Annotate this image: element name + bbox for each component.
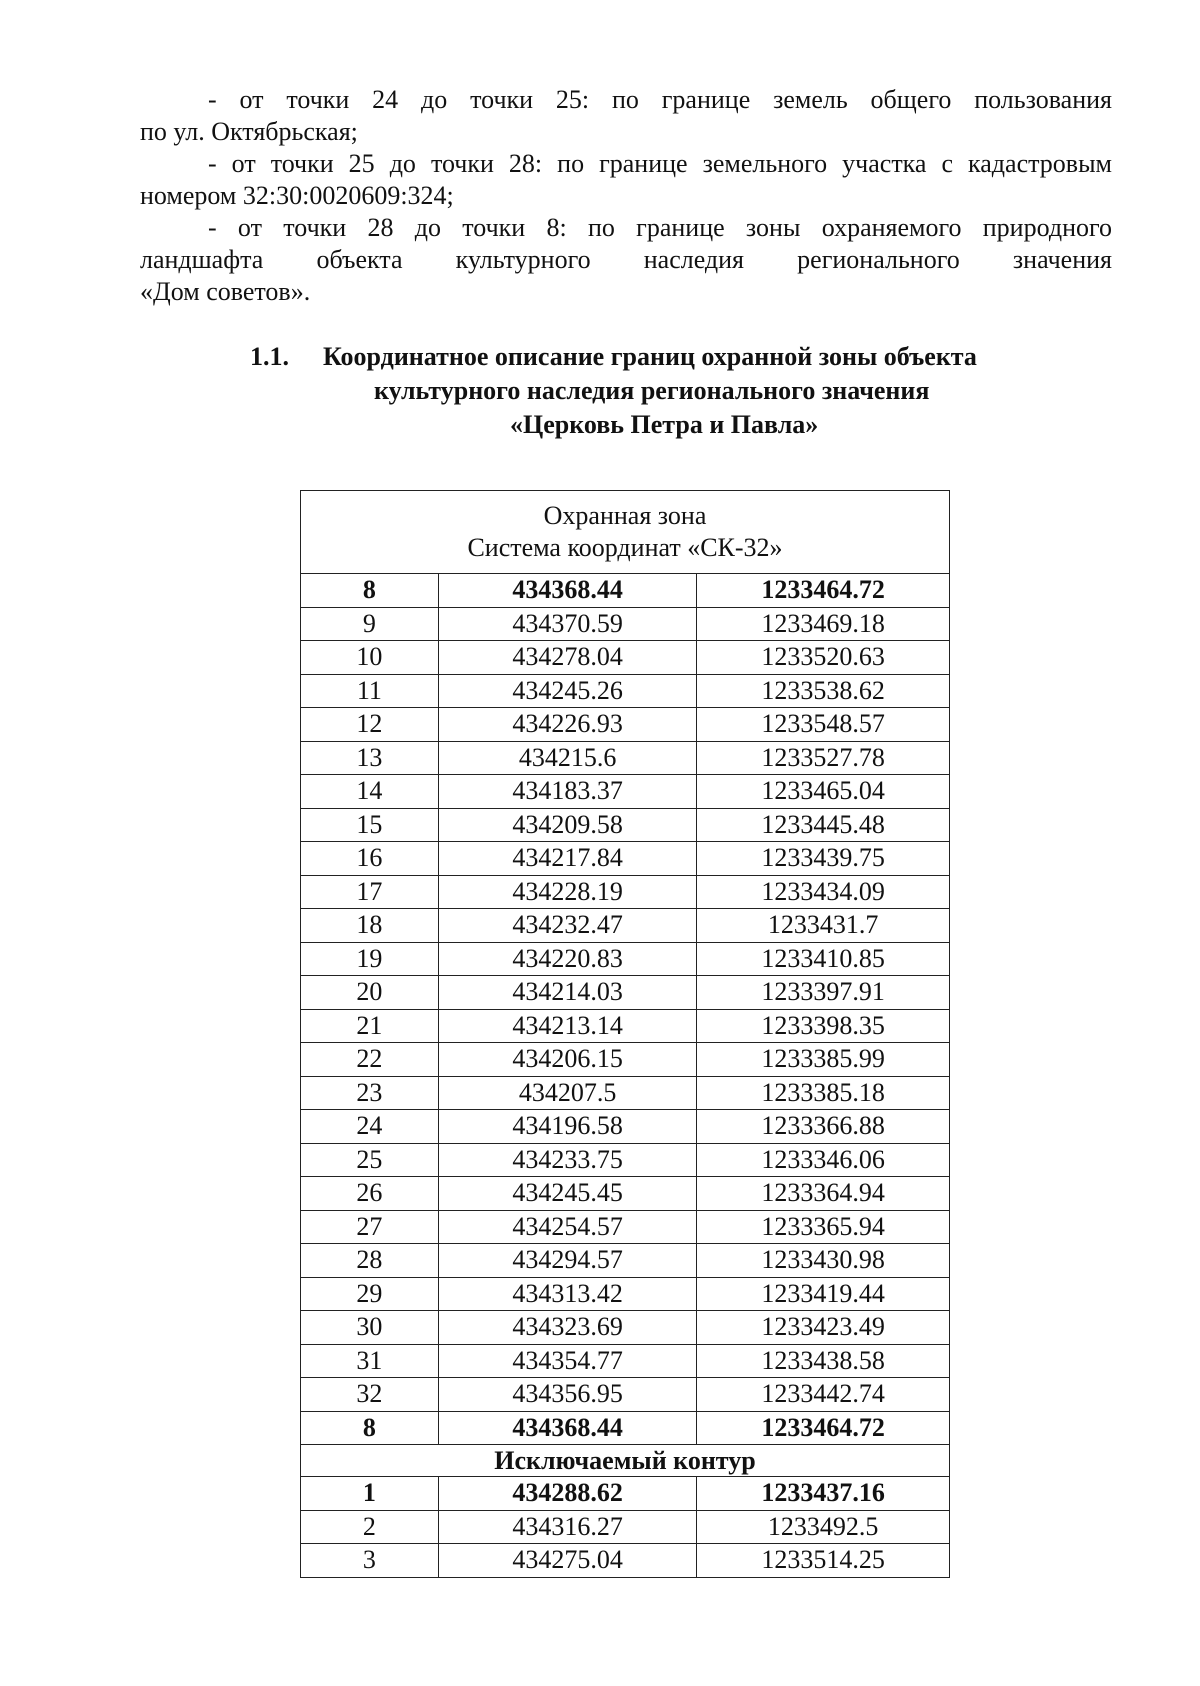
y-coordinate-cell: 1233398.35 <box>697 1009 950 1043</box>
x-coordinate-cell: 434206.15 <box>438 1043 696 1077</box>
point-number-cell: 20 <box>301 976 439 1010</box>
x-coordinate-cell: 434316.27 <box>438 1510 696 1544</box>
y-coordinate-cell: 1233464.72 <box>697 1411 950 1445</box>
x-coordinate-cell: 434214.03 <box>438 976 696 1010</box>
table-row <box>301 775 950 809</box>
table-title-line: Охранная зона <box>543 501 707 530</box>
table-row <box>301 1076 950 1110</box>
x-coordinate-cell: 434368.44 <box>438 574 696 608</box>
y-coordinate-cell: 1233514.25 <box>697 1544 950 1578</box>
point-number-cell: 28 <box>301 1244 439 1278</box>
table-row <box>301 842 950 876</box>
table-row <box>301 674 950 708</box>
x-coordinate-cell: 434288.62 <box>438 1477 696 1511</box>
point-number-cell: 25 <box>301 1143 439 1177</box>
x-coordinate-cell: 434323.69 <box>438 1311 696 1345</box>
intro-line: по ул. Октябрьская; <box>140 117 358 146</box>
x-coordinate-cell: 434232.47 <box>438 909 696 943</box>
table-row <box>301 1311 950 1345</box>
x-coordinate-cell: 434368.44 <box>438 1411 696 1445</box>
table-row <box>301 1510 950 1544</box>
point-number-cell: 15 <box>301 808 439 842</box>
y-coordinate-cell: 1233423.49 <box>697 1311 950 1345</box>
point-number-cell: 21 <box>301 1009 439 1043</box>
table-row <box>301 1544 950 1578</box>
x-coordinate-cell: 434354.77 <box>438 1344 696 1378</box>
table-row <box>301 1477 950 1511</box>
point-number-cell: 22 <box>301 1043 439 1077</box>
y-coordinate-cell: 1233492.5 <box>697 1510 950 1544</box>
x-coordinate-cell: 434226.93 <box>438 708 696 742</box>
y-coordinate-cell: 1233430.98 <box>697 1244 950 1278</box>
point-number-cell: 17 <box>301 875 439 909</box>
y-coordinate-cell: 1233346.06 <box>697 1143 950 1177</box>
y-coordinate-cell: 1233431.7 <box>697 909 950 943</box>
section-number: 1.1. <box>250 342 289 371</box>
table-row <box>301 875 950 909</box>
intro-line: - от точки 25 до точки 28: по границе земельного участка с кадастровым <box>208 149 1112 178</box>
point-number-cell: 3 <box>301 1544 439 1578</box>
table-title-row <box>301 491 950 574</box>
table-title <box>301 491 950 574</box>
table-row <box>301 641 950 675</box>
point-number-cell: 9 <box>301 607 439 641</box>
y-coordinate-cell: 1233469.18 <box>697 607 950 641</box>
intro-line: - от точки 24 до точки 25: по границе земель общего пользования <box>208 85 1112 114</box>
intro-line: «Дом советов». <box>140 277 311 306</box>
x-coordinate-cell: 434215.6 <box>438 741 696 775</box>
point-number-cell: 18 <box>301 909 439 943</box>
table-row <box>301 1110 950 1144</box>
y-coordinate-cell: 1233437.16 <box>697 1477 950 1511</box>
intro-text <box>140 84 1112 308</box>
x-coordinate-cell: 434313.42 <box>438 1277 696 1311</box>
y-coordinate-cell: 1233419.44 <box>697 1277 950 1311</box>
y-coordinate-cell: 1233434.09 <box>697 875 950 909</box>
x-coordinate-cell: 434245.45 <box>438 1177 696 1211</box>
y-coordinate-cell: 1233438.58 <box>697 1344 950 1378</box>
x-coordinate-cell: 434278.04 <box>438 641 696 675</box>
y-coordinate-cell: 1233364.94 <box>697 1177 950 1211</box>
y-coordinate-cell: 1233385.18 <box>697 1076 950 1110</box>
x-coordinate-cell: 434220.83 <box>438 942 696 976</box>
y-coordinate-cell: 1233385.99 <box>697 1043 950 1077</box>
y-coordinate-cell: 1233442.74 <box>697 1378 950 1412</box>
point-number-cell: 23 <box>301 1076 439 1110</box>
point-number-cell: 24 <box>301 1110 439 1144</box>
table-row <box>301 808 950 842</box>
table-row <box>301 1177 950 1211</box>
table-row <box>301 1210 950 1244</box>
x-coordinate-cell: 434356.95 <box>438 1378 696 1412</box>
heading-line: Координатное описание границ охранной зоны объекта <box>323 342 977 371</box>
point-number-cell: 11 <box>301 674 439 708</box>
x-coordinate-cell: 434245.26 <box>438 674 696 708</box>
point-number-cell: 27 <box>301 1210 439 1244</box>
table-row <box>301 1009 950 1043</box>
x-coordinate-cell: 434275.04 <box>438 1544 696 1578</box>
table-row <box>301 574 950 608</box>
table-row <box>301 1043 950 1077</box>
table-row <box>301 607 950 641</box>
x-coordinate-cell: 434213.14 <box>438 1009 696 1043</box>
y-coordinate-cell: 1233397.91 <box>697 976 950 1010</box>
x-coordinate-cell: 434233.75 <box>438 1143 696 1177</box>
y-coordinate-cell: 1233410.85 <box>697 942 950 976</box>
heading-line: культурного наследия регионального значения <box>374 376 930 405</box>
table-row <box>301 708 950 742</box>
point-number-cell: 19 <box>301 942 439 976</box>
table-row <box>301 909 950 943</box>
coordinates-table <box>300 490 950 1578</box>
point-number-cell: 1 <box>301 1477 439 1511</box>
y-coordinate-cell: 1233365.94 <box>697 1210 950 1244</box>
x-coordinate-cell: 434196.58 <box>438 1110 696 1144</box>
intro-line: ландшафта объекта культурного наследия регионального значения <box>140 245 1112 274</box>
y-coordinate-cell: 1233445.48 <box>697 808 950 842</box>
x-coordinate-cell: 434370.59 <box>438 607 696 641</box>
table-title-line: Система координат «СК-32» <box>467 533 783 562</box>
intro-line: номером 32:30:0020609:324; <box>140 181 454 210</box>
y-coordinate-cell: 1233538.62 <box>697 674 950 708</box>
point-number-cell: 29 <box>301 1277 439 1311</box>
point-number-cell: 12 <box>301 708 439 742</box>
x-coordinate-cell: 434254.57 <box>438 1210 696 1244</box>
table-row <box>301 741 950 775</box>
point-number-cell: 8 <box>301 574 439 608</box>
table-row <box>301 1378 950 1412</box>
point-number-cell: 13 <box>301 741 439 775</box>
x-coordinate-cell: 434183.37 <box>438 775 696 809</box>
excluded-contour-row <box>301 1445 950 1477</box>
point-number-cell: 31 <box>301 1344 439 1378</box>
table-row <box>301 976 950 1010</box>
y-coordinate-cell: 1233527.78 <box>697 741 950 775</box>
y-coordinate-cell: 1233366.88 <box>697 1110 950 1144</box>
heading-line: «Церковь Петра и Павла» <box>510 410 819 439</box>
excluded-contour-title: Исключаемый контур <box>301 1445 950 1477</box>
table-row <box>301 942 950 976</box>
y-coordinate-cell: 1233439.75 <box>697 842 950 876</box>
y-coordinate-cell: 1233464.72 <box>697 574 950 608</box>
table-row <box>301 1277 950 1311</box>
x-coordinate-cell: 434209.58 <box>438 808 696 842</box>
point-number-cell: 26 <box>301 1177 439 1211</box>
x-coordinate-cell: 434294.57 <box>438 1244 696 1278</box>
point-number-cell: 2 <box>301 1510 439 1544</box>
x-coordinate-cell: 434207.5 <box>438 1076 696 1110</box>
point-number-cell: 14 <box>301 775 439 809</box>
point-number-cell: 32 <box>301 1378 439 1412</box>
x-coordinate-cell: 434217.84 <box>438 842 696 876</box>
point-number-cell: 10 <box>301 641 439 675</box>
y-coordinate-cell: 1233548.57 <box>697 708 950 742</box>
point-number-cell: 30 <box>301 1311 439 1345</box>
x-coordinate-cell: 434228.19 <box>438 875 696 909</box>
table-row <box>301 1244 950 1278</box>
table-row <box>301 1143 950 1177</box>
y-coordinate-cell: 1233520.63 <box>697 641 950 675</box>
point-number-cell: 16 <box>301 842 439 876</box>
y-coordinate-cell: 1233465.04 <box>697 775 950 809</box>
table-row <box>301 1411 950 1445</box>
table-row <box>301 1344 950 1378</box>
point-number-cell: 8 <box>301 1411 439 1445</box>
intro-line: - от точки 28 до точки 8: по границе зоны охраняемого природного <box>208 213 1112 242</box>
